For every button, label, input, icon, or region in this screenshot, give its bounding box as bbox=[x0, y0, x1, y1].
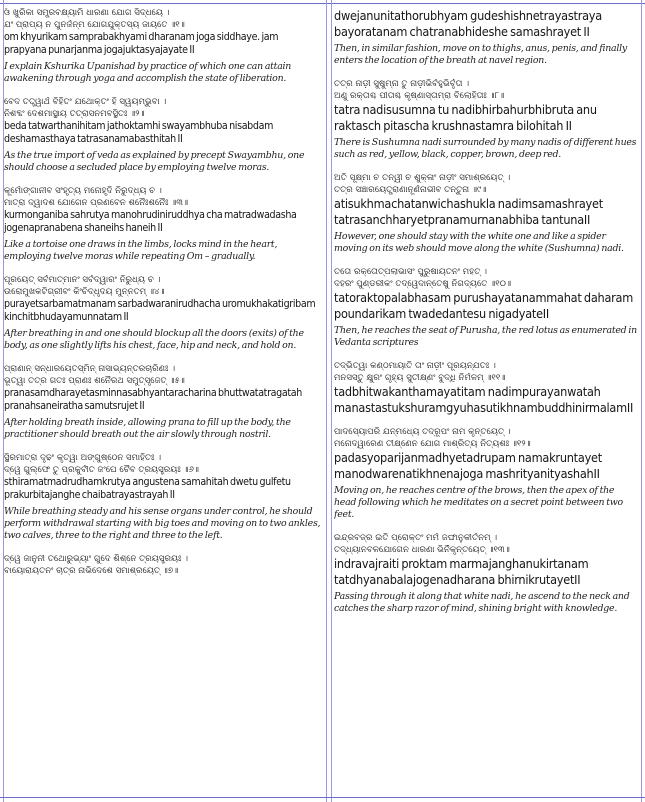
english-translation: While breathing steady and his sense organs under control, he should perform withdrawal starting with big toes and moving on to two ankles, two calves, three to the right and three to the left. bbox=[4, 506, 321, 541]
english-translation: There is Sushumna nadi surrounded by many nadis of different hues such as red, yellow, black, copper, brown, deep red. bbox=[334, 137, 637, 160]
transliteration: beda tatwarthanihitam jathoktamhi swayambhuba nisabdam deshamasthaya tatrasanamabasthitah II bbox=[4, 120, 274, 145]
transliteration: indravajraiti proktam marmajanghanukirtanam tatdhyanabalajogenadharana bhirnikrutayetII bbox=[334, 556, 589, 587]
english-translation: After holding breath inside, allowing prana to fill up the body, the practitioner should breath out the air slowly through nostril. bbox=[4, 417, 291, 440]
odia-verse-line: ବେଦ ତତ୍ତ୍ୱାର୍ଥ ବିହିତଂ ଯଥୋକ୍ତଂ ହି ସ୍ୱୟମ୍ଭୁବା । bbox=[4, 97, 167, 107]
transliteration: dwejanunitathorubhyam gudeshishnetrayastraya bayoratanam chatranabhideshe samashrayet II bbox=[334, 8, 602, 39]
odia-verse-line: ଅଣୁ ରକ୍ତାଶ୍ଚ ପୀତାଶ୍ଚ କୃଷ୍ଣାସ୍ତାମ୍ରା ବିଲୋହିତାଃ ॥୮॥ bbox=[334, 90, 505, 101]
odia-verse-line: ତତ୍ର ସଞ୍ଚାରୟେତ୍ପ୍ରାଣାନୂର୍ଣନାଭୀବ ତନ୍ତୁନା ॥୯॥ bbox=[334, 184, 487, 195]
odia-verse-line: ଯଂ ପ୍ରାପ୍ୟ ନ ପୁନର୍ଜନ୍ମ ଯୋଗଯୁକ୍ତସ୍ୟ ଜାୟତେ ॥୧॥ bbox=[4, 19, 185, 30]
verse-block bbox=[4, 8, 322, 85]
verse-block bbox=[4, 554, 322, 577]
odia-verse-line: ଅତି ସୂକ୍ଷ୍ମା ଚ ତନ୍ୱୀ ଚ ଶୁକ୍ଳାଂ ନାଡ଼ୀଂ ସମାଶ୍ରୟେତ୍ । bbox=[334, 173, 511, 183]
right-margin-line bbox=[641, 0, 642, 802]
english-translation: As the true import of veda as explained by precept Swayambhu, one should choose a secluded place by employing twelve moras. bbox=[4, 150, 305, 173]
odia-verse-line: ଭୂତ୍ୱା ତତ୍ର ଗତଃ ପ୍ରାଣଃ ଶନୈରଥ ସମୁତ୍ସୃଜେତ୍ ॥୫॥ bbox=[4, 375, 185, 386]
odia-verse-line: ମାତ୍ରା ଦ୍ୱାଦଶ ଯୋଗେନ ପ୍ରଣବେନ ଶନୈଃଶନୈଃ ॥୩॥ bbox=[4, 197, 189, 208]
page-top-border bbox=[0, 3, 645, 4]
verse-block bbox=[4, 364, 322, 441]
odia-verse-line: ନିଶବ୍ଦଂ ଦେଶମାସ୍ଥାୟ ତତ୍ରାସନମବସ୍ଥିତଃ ॥୨॥ bbox=[4, 108, 145, 119]
verse-block bbox=[334, 427, 637, 521]
verse-block bbox=[334, 79, 637, 161]
odia-verse-line: ଉରୋମୁଖକଟିଗ୍ରୀବଂ କିଂଚିଦ୍ଧୃଦୟ ମୁନ୍ନତମ୍ ॥୪॥ bbox=[4, 286, 165, 297]
odia-verse-line: ସ୍ଥିରମାତ୍ରା ଦୃଢଂ କୃତ୍ୱା ଅଙ୍ଗୁଷ୍ଠେନ ସମାହିତଃ । bbox=[4, 453, 162, 463]
left-column bbox=[4, 8, 322, 798]
odia-verse-line: ମନୋଦ୍ୱାରେଣ ତୀକ୍ଷ୍ଣେନ ଯୋଗ ମାଶ୍ରିତ୍ୟ ନିତ୍ୟଶଃ ॥୧୨॥ bbox=[334, 438, 531, 449]
english-translation: Then, he reaches the seat of Purusha, the red lotus as enumerated in Vedanta scriptures bbox=[334, 325, 637, 348]
odia-verse-line: କୂର୍ମୋଙ୍ଗାନୀବ ସଂହୃତ୍ୟ ମନୋହୃଦି ନିରୁଦ୍ଧ୍ୟ ଚ । bbox=[4, 186, 162, 196]
verse-block bbox=[4, 186, 322, 263]
odia-verse-line: ଓଁ ଖୁରିକା ସମ୍ପ୍ରବକ୍ଷ୍ୟାମି ଧାରଣା ଯୋଗ ସିଦ୍ଧୟେ । bbox=[4, 8, 170, 18]
odia-verse-line: ଇନ୍ଦ୍ରବଜ୍ର ଇତି ପ୍ରୋକ୍ତଂ ମର୍ମ ଜଙ୍ଘାନୁକୀର୍ତନମ୍ । bbox=[334, 533, 498, 543]
odia-verse-line: ତଦ୍ଧ୍ୟାନବଳଯୋଗେନ ଧାରଣା ଭିର୍ନିକୃନ୍ତୟେତ୍ ॥୧୩॥ bbox=[334, 544, 510, 555]
odia-verse-line: ଦ୍ୱେ ଗୁଲ୍ଫେ ତୁ ପ୍ରକୁର୍ବୀତ ଜଂଘେ ଚୈବ ତ୍ରୟସ୍ତ୍ରୟଃ ॥୬॥ bbox=[4, 464, 199, 475]
english-translation: Moving on, he reaches centre of the brows, then the apex of the head following which he meditates on a secret point between two feet. bbox=[334, 485, 623, 520]
english-translation: Then, in similar fashion, move on to thighs, anus, penis, and finally enters the location of the breath at navel region. bbox=[334, 43, 627, 66]
english-translation: However, one should stay with the white one and like a spider moving on its web should move along the white (Sushumna) nadi. bbox=[334, 231, 624, 254]
english-translation: After breathing in and one should blockup all the doors (exits) of the body, as one slightly lifts his chest, face, hip and neck, and hold on. bbox=[4, 328, 304, 351]
verse-block bbox=[334, 8, 637, 67]
transliteration: sthiramatmadrudhamkrutya angustena samahitah dwetu gulfetu prakurbitajanghe chaibatrayastrayah II bbox=[4, 476, 291, 501]
column-gutter-line-right bbox=[331, 0, 332, 802]
english-translation: Like a tortoise one draws in the limbs, locks mind in the heart, employing twelve moras while repeating Om – gradually. bbox=[4, 239, 278, 262]
odia-verse-line: ପୂରୟେତ୍ ସର୍ବମାତ୍ମାନଂ ସର୍ବଦ୍ୱାରଂ ନିରୁଧ୍ୟ ଚ । bbox=[4, 275, 161, 285]
odia-verse-line: ତଦ୍ଭିତ୍ୱା କଣ୍ଠମାୟାତି ତାଂ ନାଡ଼ୀଂ ପୂରୟନ୍ଯତଃ । bbox=[334, 361, 496, 371]
transliteration: purayetsarbamatmanam sarbadwaranirudhacha uromukhakatigribam kinchitbhudayamunnatam II bbox=[4, 298, 316, 323]
odia-verse-line: ବାୟୋରାୟତନଂ ଚାତ୍ର ନାଭିଦେଶେ ସମାଶ୍ରୟେତ୍ ॥୭॥ bbox=[4, 565, 179, 576]
odia-verse-line: ତତ୍ର ନାଡ଼ୀ ସୁଷୁମ୍ନା ତୁ ନାଡ଼ୀଭିର୍ବହୁଭିର୍ବୃତା । bbox=[334, 79, 470, 89]
english-translation: Passing through it along that white nadi, he ascend to the neck and catches the sharp razor of mind, shining bright with knowledge. bbox=[334, 591, 630, 614]
transliteration: padasyoparijanmadhyetadrupam namakruntayet manodwarenatikhnenajoga mashrityanityashahII bbox=[334, 450, 602, 481]
transliteration: tadbhitwakanthamayatitam nadimpurayanwatah manastastukshuramgyuhasutikhnambuddhinirmalamII bbox=[334, 384, 634, 415]
odia-verse-line: ପାଦସ୍ୟୋପରି ଯନ୍ମଧ୍ୟେ ତଦ୍ରୂପଂ ନାମ କୃନ୍ତୟେତ୍ । bbox=[334, 427, 511, 437]
column-gutter-line-left bbox=[326, 0, 327, 802]
verse-block bbox=[4, 275, 322, 352]
verse-block bbox=[4, 453, 322, 542]
english-translation: I explain Kshurika Upanishad by practice of which one can attain awakening through yoga and accomplish the state of liberation. bbox=[4, 61, 292, 84]
odia-verse-line: ପ୍ରାଣାନ୍ ସନ୍ଧାରୟେତସ୍ମିନ୍ ନାସାଭ୍ୟନ୍ତରଚାରିଣଃ । bbox=[4, 364, 176, 374]
transliteration: tatoraktopalabhasam purushayatanammahat daharam poundarikam twadedantesu nigadyateII bbox=[334, 290, 634, 321]
odia-verse-line: ତତୋ ରକ୍ତୋତ୍ପଲାଭାସଂ ପୁରୁଷାୟତନଂ ମହତ୍ । bbox=[334, 267, 487, 277]
transliteration: kurmonganiba sahrutya manohrudiniruddhya cha matradwadasha jogenapranabena shaneihs haneih II bbox=[4, 209, 297, 234]
verse-block bbox=[334, 361, 637, 415]
verse-block bbox=[334, 267, 637, 349]
transliteration: tatra nadisusumna tu nadibhirbahurbhibruta anu raktasch pitascha krushnastamra bilohitah II bbox=[334, 102, 597, 133]
transliteration: pranasamdharayetasminnasabhyantaracharina bhuttwatatragatah pranahsaneiratha samutsrujet II bbox=[4, 387, 302, 412]
verse-block bbox=[334, 533, 637, 615]
odia-verse-line: ଦହରଂ ପୁଣ୍ଡରୀକଂ ତଦ୍ୱେଦାନ୍ତେଷୁ ନିଗଦ୍ୟତେ ॥୧୦॥ bbox=[334, 278, 512, 289]
verse-block bbox=[4, 97, 322, 174]
transliteration: om khyurikam samprabakhyami dharanam joga siddhaye. jam prapyana punarjanma jogajuktasyajayate II bbox=[4, 31, 279, 56]
odia-verse-line: ଦ୍ୱେ ଜାନୁନୀ ତଥୋରୁଭ୍ୟାଂ ଗୁଦେ ଶିଶ୍ନେ ତ୍ରୟସ୍ତ୍ରୟଃ । bbox=[4, 554, 189, 564]
verse-block bbox=[334, 173, 637, 255]
right-column bbox=[334, 8, 637, 798]
transliteration: atisukhmachatanwichashukla nadimsamashrayet tatrasanchharyetpranamurnanabhiba tantunaII bbox=[334, 196, 603, 227]
odia-verse-line: ମନସସ୍ତୁ କ୍ଷୁରଂ ଗୃହ୍ୟ ସୁତୀକ୍ଷ୍ଣଂ ବୁଦ୍ଧି ନିର୍ମଳମ୍ ॥୧୧॥ bbox=[334, 372, 506, 383]
